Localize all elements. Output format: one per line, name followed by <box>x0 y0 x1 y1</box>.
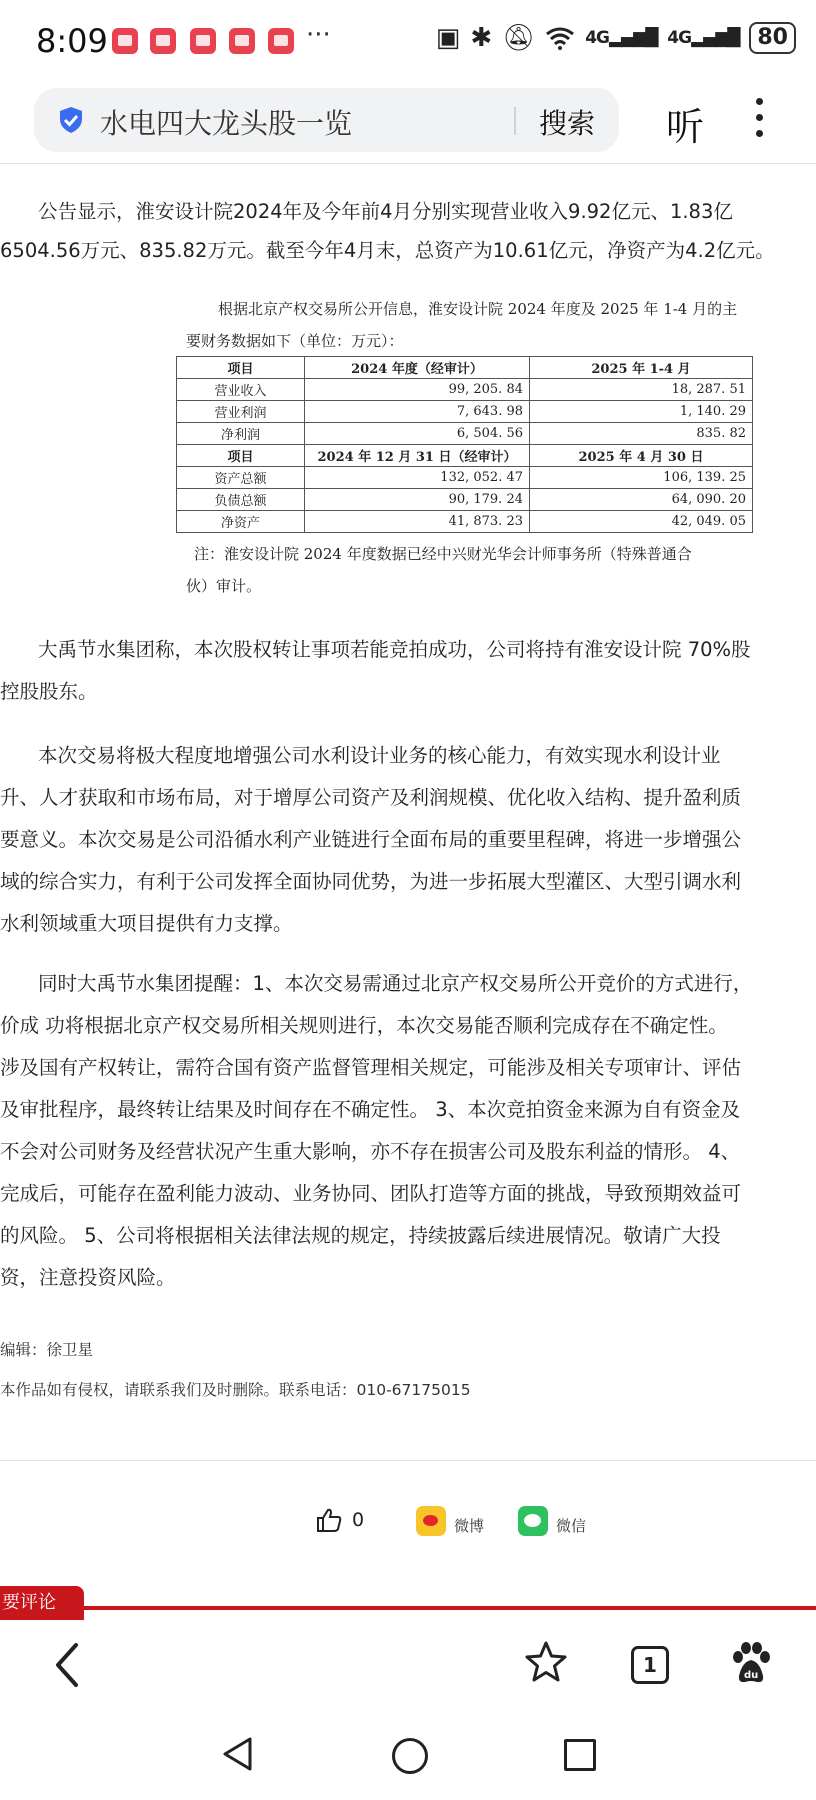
article-paragraph-4-line-4: 及审批程序，最终转让结果及时间存在不确定性。 3、本次竞拍资金来源为自有资金及 <box>0 1098 741 1121</box>
table-cell: 负债总额 <box>177 489 305 511</box>
table-header-cell: 2024 年 12 月 31 日（经审计） <box>305 445 530 467</box>
share-wechat-button[interactable] <box>518 1506 586 1536</box>
article-paragraph-1-line-2: 6504.56万元、835.82万元。截至今年4月末，总资产为10.61亿元，净资产为4.2亿元。 <box>0 239 775 262</box>
share-weibo-button[interactable] <box>416 1506 484 1536</box>
signal-strength-1: 4G▂▄▆█ <box>585 28 658 48</box>
nav-home-icon[interactable] <box>392 1738 428 1774</box>
doc-caption-line-1: 根据北京产权交易所公开信息，淮安设计院 2024 年度及 2025 年 1-4 月的主 <box>218 300 738 318</box>
table-header-cell: 2025 年 1-4 月 <box>530 357 753 379</box>
baidu-paw-icon[interactable] <box>728 1640 774 1686</box>
like-button[interactable] <box>316 1508 364 1532</box>
like-count: 0 <box>352 1509 365 1531</box>
app-notification-icon <box>229 28 255 54</box>
more-notifications: ··· <box>306 20 331 50</box>
svg-text:du: du <box>744 1670 759 1681</box>
battery-indicator: 80 <box>749 22 796 54</box>
search-button[interactable]: 搜索 <box>539 107 596 140</box>
search-divider <box>514 107 516 135</box>
table-cell: 7, 643. 98 <box>305 401 530 423</box>
table-cell: 营业利润 <box>177 401 305 423</box>
doc-note-line-1: 注：淮安设计院 2024 年度数据已经中兴财光华会计师事务所（特殊普通合 <box>194 545 692 563</box>
article-paragraph-4-line-6: 完成后，可能存在盈利能力波动、业务协同、团队打造等方面的挑战，导致预期效益可 <box>0 1182 742 1205</box>
article-paragraph-2-line-2: 控股股东。 <box>0 680 98 703</box>
nfc-icon: ▣ <box>435 23 461 53</box>
article-paragraph-1-line-1: 公告显示，淮安设计院2024年及今年前4月分别实现营业收入9.92亿元、1.83亿 <box>38 200 733 223</box>
table-cell: 64, 090. 20 <box>530 489 753 511</box>
table-cell: 42, 049. 05 <box>530 511 753 533</box>
table-row <box>177 423 753 445</box>
doc-caption-line-2: 要财务数据如下（单位：万元）： <box>186 332 404 350</box>
table-row <box>177 379 753 401</box>
table-header-cell: 2024 年度（经审计） <box>305 357 530 379</box>
table-cell: 净资产 <box>177 511 305 533</box>
mute-icon: 🔕︎ <box>502 23 536 53</box>
article-paragraph-4-line-5: 不会对公司财务及经营状况产生重大影响，亦不存在损害公司及股东利益的情形。 4、 <box>0 1140 741 1163</box>
listen-button[interactable]: 听 <box>666 105 705 149</box>
table-header-cell: 项目 <box>177 357 305 379</box>
table-cell: 106, 139. 25 <box>530 467 753 489</box>
content-divider <box>0 1460 816 1461</box>
article-paragraph-3-line-3: 要意义。本次交易是公司沿循水利产业链进行全面布局的重要里程碑，将进一步增强公 <box>0 828 742 851</box>
table-cell: 6, 504. 56 <box>305 423 530 445</box>
table-cell: 资产总额 <box>177 467 305 489</box>
table-row <box>177 511 753 533</box>
weibo-icon <box>416 1506 446 1536</box>
table-header-row <box>177 357 753 379</box>
table-cell: 90, 179. 24 <box>305 489 530 511</box>
article-paragraph-3-line-4: 域的综合实力，有利于公司发挥全面协同优势，为进一步拓展大型灌区、大型引调水利 <box>0 870 742 893</box>
status-time: 8:09 <box>36 22 108 60</box>
table-header-cell: 项目 <box>177 445 305 467</box>
article-paragraph-3-line-2: 升、人才获取和市场布局，对于增厚公司资产及利润规模、优化收入结构、提升盈利质 <box>0 786 742 809</box>
star-icon[interactable] <box>524 1640 568 1684</box>
article-paragraph-3-line-5: 水利领域重大项目提供有力支撑。 <box>0 912 293 935</box>
table-cell: 18, 287. 51 <box>530 379 753 401</box>
nav-back-icon[interactable] <box>221 1736 255 1772</box>
search-bar[interactable] <box>34 88 619 152</box>
table-cell: 835. 82 <box>530 423 753 445</box>
app-notification-icon <box>112 28 138 54</box>
header-divider <box>0 163 816 164</box>
table-cell: 41, 873. 23 <box>305 511 530 533</box>
share-wechat-label: 微信 <box>556 1517 587 1535</box>
wifi-icon <box>545 26 575 50</box>
financial-data-table <box>176 356 753 533</box>
table-cell: 1, 140. 29 <box>530 401 753 423</box>
table-cell: 132, 052. 47 <box>305 467 530 489</box>
signal-strength-2: 4G▂▄▆█ <box>667 28 740 48</box>
article-paragraph-4-line-1: 同时大禹节水集团提醒：1、本次交易需通过北京产权交易所公开竞价的方式进行， <box>38 972 753 995</box>
status-icons <box>436 22 796 54</box>
search-input[interactable]: 水电四大龙头股一览 <box>100 107 353 140</box>
wechat-icon <box>518 1506 548 1536</box>
article-paragraph-4-line-3: 涉及国有产权转让，需符合国有资产监督管理相关规定，可能涉及相关专项审计、评估 <box>0 1056 742 1079</box>
doc-note-line-2: 伙）审计。 <box>186 577 262 595</box>
table-header-row <box>177 445 753 467</box>
table-row <box>177 489 753 511</box>
app-notification-icon <box>150 28 176 54</box>
table-row <box>177 401 753 423</box>
more-menu-icon[interactable] <box>756 98 766 146</box>
back-arrow-icon[interactable] <box>48 1640 88 1690</box>
table-cell: 营业收入 <box>177 379 305 401</box>
app-notification-icon <box>268 28 294 54</box>
table-cell: 99, 205. 84 <box>305 379 530 401</box>
article-paragraph-3-line-1: 本次交易将极大程度地增强公司水利设计业务的核心能力，有效实现水利设计业 <box>38 744 721 767</box>
tab-switcher-button[interactable]: 1 <box>631 1646 669 1684</box>
share-weibo-label: 微博 <box>454 1517 485 1535</box>
article-paragraph-4-line-2: 价成 功将根据北京产权交易所相关规则进行，本次交易能否顺利完成存在不确定性。 <box>0 1014 728 1037</box>
article-paragraph-4-line-7: 的风险。 5、公司将根据相关法律法规的规定，持续披露后续进展情况。敬请广大投 <box>0 1224 721 1247</box>
table-header-cell: 2025 年 4 月 30 日 <box>530 445 753 467</box>
nav-recents-icon[interactable] <box>564 1739 596 1771</box>
article-editor: 编辑：徐卫星 <box>0 1341 94 1359</box>
article-paragraph-4-line-8: 资，注意投资风险。 <box>0 1266 176 1289</box>
shield-icon <box>58 106 84 134</box>
status-bar <box>0 0 816 80</box>
thumbs-up-icon <box>316 1508 342 1532</box>
comments-divider <box>0 1606 816 1610</box>
article-paragraph-2-line-1: 大禹节水集团称，本次股权转让事项若能竞拍成功，公司将持有淮安设计院 70%股 <box>38 638 751 661</box>
bluetooth-icon: ✱ <box>470 23 493 53</box>
comments-tab[interactable]: 要评论 <box>0 1586 84 1620</box>
table-row <box>177 467 753 489</box>
app-notification-icon <box>190 28 216 54</box>
table-cell: 净利润 <box>177 423 305 445</box>
copyright-notice: 本作品如有侵权，请联系我们及时删除。联系电话：010-67175015 <box>0 1381 471 1399</box>
